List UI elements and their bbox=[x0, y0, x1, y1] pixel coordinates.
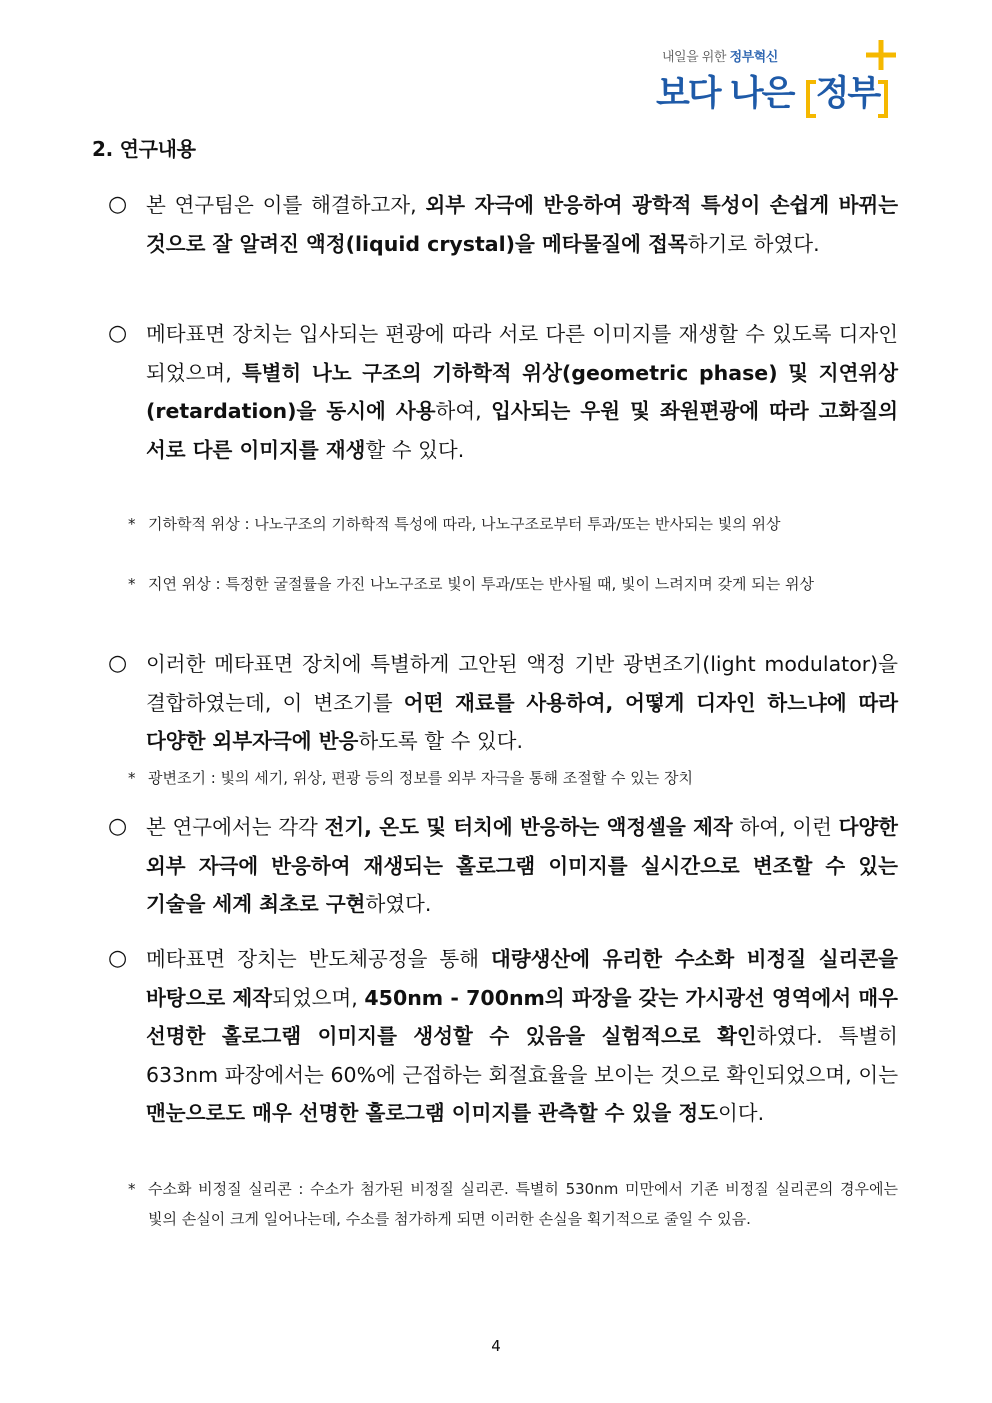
content-paragraph bbox=[108, 645, 898, 761]
government-innovation-logo bbox=[656, 36, 901, 124]
text-segment: 본 연구팀은 이를 해결하고자, bbox=[146, 193, 426, 217]
asterisk-marker: * bbox=[128, 575, 136, 593]
text-segment: 본 연구에서는 각각 bbox=[146, 815, 325, 839]
footnote-text: 광변조기 : 빛의 세기, 위상, 편광 등의 정보를 외부 자극을 통해 조절할 수 있는 장치 bbox=[148, 769, 694, 787]
footnote-text: 기하학적 위상 : 나노구조의 기하학적 특성에 따라, 나노구조로부터 투과/또는 반사되는 빛의 위상 bbox=[148, 515, 781, 533]
paragraph-text bbox=[146, 808, 898, 924]
text-segment: 하기로 하였다. bbox=[687, 231, 820, 256]
logo-tagline-highlight: 정부혁신 bbox=[729, 50, 778, 65]
text-segment: 이다. bbox=[717, 1101, 765, 1125]
asterisk-marker: * bbox=[128, 1180, 136, 1198]
text-segment: 메타표면 장치는 입사되는 편광에 따라 서로 다른 이미지를 재생할 수 있도록 디자인 되었으며, bbox=[146, 322, 898, 385]
text-segment: 하였다. bbox=[365, 892, 432, 916]
page-number: 4 bbox=[491, 1337, 501, 1355]
content-paragraph bbox=[108, 808, 898, 924]
circle-bullet-icon: ○ bbox=[108, 946, 128, 971]
circle-bullet-icon: ○ bbox=[108, 192, 128, 217]
bold-text-segment: 입사되는 우원 및 좌원편광에 따라 고화질의 서로 다른 이미지를 재생 bbox=[146, 399, 899, 462]
bold-text-segment: 전기, 온도 및 터치에 반응하는 액정셀을 제작 bbox=[324, 815, 733, 839]
paragraph-text bbox=[146, 186, 898, 263]
bold-text-segment: 대량생산에 유리한 수소화 비정질 실리콘을 바탕으로 제작 bbox=[146, 947, 898, 1010]
circle-bullet-icon: ○ bbox=[108, 651, 128, 676]
text-segment: 하였다. 특별히 633nm 파장에서는 60%에 근접하는 회절효율을 보이는 것으로 확인되었으며, 이는 bbox=[146, 1024, 898, 1087]
paragraph-text bbox=[146, 645, 898, 761]
text-segment: 하여, 이런 bbox=[732, 815, 839, 839]
logo-tagline-prefix: 내일을 위한 bbox=[662, 50, 730, 65]
footnote bbox=[128, 1174, 898, 1234]
footnote bbox=[128, 509, 898, 539]
circle-bullet-icon: ○ bbox=[108, 321, 128, 346]
logo-title bbox=[656, 66, 887, 116]
content-paragraph bbox=[108, 186, 898, 263]
bold-text-segment: 어떤 재료를 사용하여, 어떻게 디자인 하느냐에 따라 다양한 외부자극에 반응 bbox=[146, 690, 898, 753]
footnote-text: 지연 위상 : 특정한 굴절률을 가진 나노구조로 빛이 투과/또는 반사될 때, 빛이 느려지며 갖게 되는 위상 bbox=[148, 575, 815, 593]
circle-bullet-icon: ○ bbox=[108, 814, 128, 839]
text-segment: 이러한 메타표면 장치에 특별하게 고안된 액정 기반 광변조기(light modulator)을 결합하였는데, 이 변조기를 bbox=[146, 652, 898, 715]
asterisk-marker: * bbox=[128, 769, 136, 787]
logo-title-gov: 정부 bbox=[815, 74, 880, 114]
bold-text-segment: 특별히 나노 구조의 기하학적 위상(geometric phase) 및 지연위상(retardation)을 동시에 사용 bbox=[146, 360, 898, 423]
content-paragraph bbox=[108, 940, 898, 1133]
text-segment: 메타표면 장치는 반도체공정을 통해 bbox=[146, 947, 492, 971]
text-segment: 하도록 할 수 있다. bbox=[358, 729, 523, 753]
bold-text-segment: 외부 자극에 반응하여 광학적 특성이 손쉽게 바뀌는 것으로 잘 알려진 액정(liquid crystal)을 메타물질에 접목 bbox=[146, 193, 899, 256]
section-heading: 2. 연구내용 bbox=[92, 137, 196, 161]
content-paragraph bbox=[108, 315, 898, 469]
bold-text-segment: 다양한 외부 자극에 반응하여 재생되는 홀로그램 이미지를 실시간으로 변조할 수 있는 기술을 세계 최초로 구현 bbox=[146, 815, 898, 916]
text-segment: 할 수 있다. bbox=[365, 437, 465, 462]
asterisk-marker: * bbox=[128, 515, 136, 533]
logo-title-main: 보다 나은 bbox=[656, 74, 804, 114]
footnote bbox=[128, 763, 898, 793]
paragraph-text bbox=[146, 940, 898, 1133]
logo-tagline bbox=[662, 46, 778, 65]
footnote-text: 수소화 비정질 실리콘 : 수소가 첨가된 비정질 실리콘. 특별히 530nm 미만에서 기존 비정질 실리콘의 경우에는 빛의 손실이 크게 일어나는데, 수소를 첨가하게 되면 이러한 손실을 획기적으로 줄일 수 있음. bbox=[148, 1180, 898, 1228]
bold-text-segment: 450nm - 700nm의 파장을 갖는 가시광선 영역에서 매우 선명한 홀로그램 이미지를 생성할 수 있음을 실험적으로 확인 bbox=[146, 985, 898, 1048]
text-segment: 하여, bbox=[435, 399, 492, 423]
footnote bbox=[128, 569, 898, 599]
bold-text-segment: 맨눈으로도 매우 선명한 홀로그램 이미지를 관측할 수 있을 정도 bbox=[146, 1101, 718, 1125]
text-segment: 되었으며, bbox=[272, 985, 365, 1010]
paragraph-text bbox=[146, 315, 898, 469]
